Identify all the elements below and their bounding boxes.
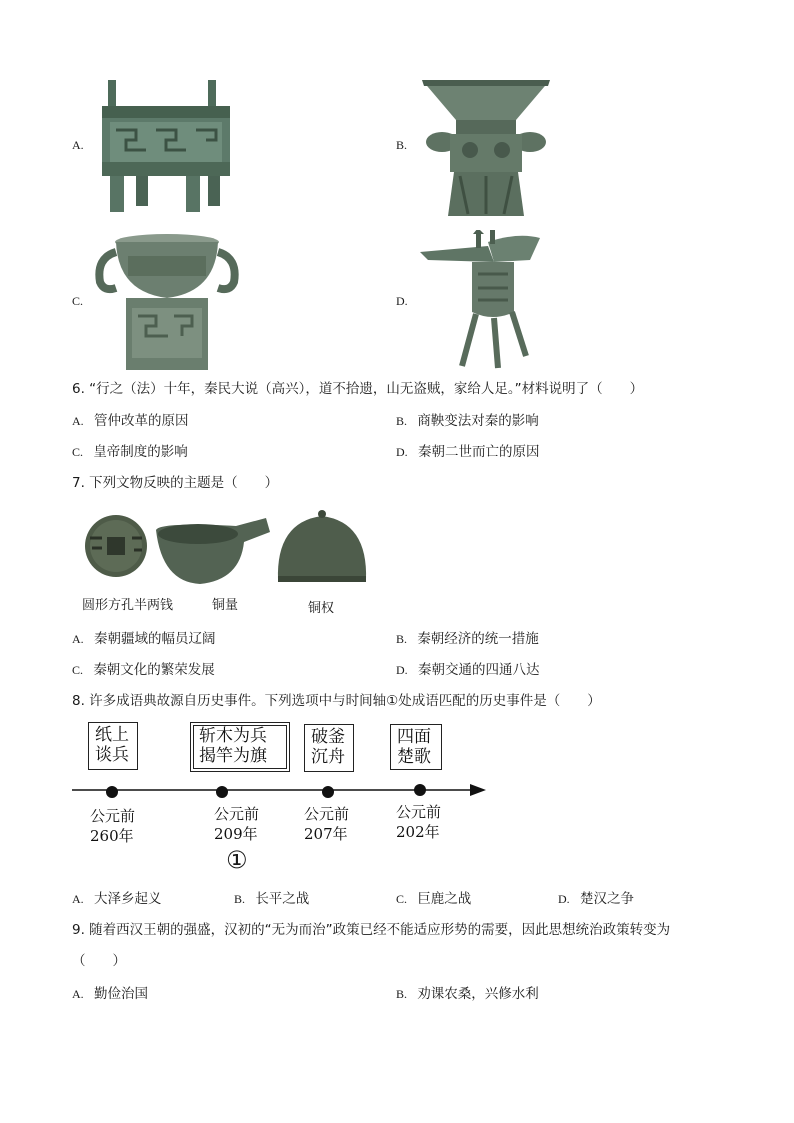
option-label: C. xyxy=(72,445,84,459)
q8-option-c[interactable] xyxy=(396,890,471,908)
timeline-idiom-box xyxy=(304,724,354,772)
option-text: 秦朝二世而亡的原因 xyxy=(417,444,540,460)
option-label: A. xyxy=(72,987,84,1001)
idiom-line-1: 四面 xyxy=(397,727,431,747)
q5-option-c-label: C. xyxy=(72,294,84,308)
option-text: 商鞅变法对秦的影响 xyxy=(417,413,539,429)
idiom-line-2: 谈兵 xyxy=(95,745,129,765)
q9-stem: 9. 随着西汉王朝的强盛，汉初的“无为而治”政策已经不能适应形势的需要，因此思想统治政策转变为 xyxy=(72,922,671,938)
q9-option-b[interactable] xyxy=(396,985,539,1003)
option-text: 勤俭治国 xyxy=(93,986,148,1002)
q7-option-a[interactable] xyxy=(72,630,215,648)
q7-option-d[interactable] xyxy=(396,661,539,679)
option-text: 大泽乡起义 xyxy=(93,891,162,907)
idiom-line-1: 纸上 xyxy=(95,725,129,745)
option-label: D. xyxy=(396,663,408,677)
option-label: C. xyxy=(72,663,84,677)
timeline-date xyxy=(396,802,441,842)
date-line-2: 260年 xyxy=(90,827,134,845)
q6-option-b[interactable] xyxy=(396,412,539,430)
date-line-1: 公元前 xyxy=(396,803,442,821)
q7-caption-coin: 圆形方孔半两钱 xyxy=(82,598,174,613)
timeline-date xyxy=(90,806,135,846)
idiom-line-2: 楚歌 xyxy=(397,747,431,767)
timeline-axis xyxy=(72,778,488,802)
q5-option-b-image xyxy=(420,76,552,218)
option-text: 皇帝制度的影响 xyxy=(93,444,188,460)
date-line-1: 公元前 xyxy=(304,805,350,823)
option-label: B. xyxy=(396,987,408,1001)
timeline-idiom-box xyxy=(88,722,138,770)
q7-caption-measure: 铜量 xyxy=(212,598,239,613)
q9-option-a[interactable] xyxy=(72,985,148,1003)
idiom-line-1: 破釜 xyxy=(311,727,345,747)
q5-option-a-image xyxy=(96,76,236,216)
option-text: 秦朝交通的四通八达 xyxy=(417,662,540,678)
option-label: D. xyxy=(396,445,408,459)
date-line-1: 公元前 xyxy=(90,807,136,825)
option-label: B. xyxy=(234,892,246,906)
option-label: A. xyxy=(72,414,84,428)
date-line-2: 207年 xyxy=(304,825,348,843)
q7-caption-weight: 铜权 xyxy=(308,601,335,616)
q7-stem: 7. 下列文物反映的主题是（ ） xyxy=(72,475,279,491)
q9-stem-cont: （ ） xyxy=(72,953,126,969)
idiom-line-2: 揭竿为旗 xyxy=(199,746,267,766)
timeline-point xyxy=(322,786,334,798)
option-text: 秦朝疆域的幅员辽阔 xyxy=(93,631,216,647)
q8-option-b[interactable] xyxy=(234,890,309,908)
timeline-idiom-box xyxy=(190,722,290,772)
timeline-date xyxy=(304,804,349,844)
option-text: 巨鹿之战 xyxy=(417,891,472,907)
q5-option-a-label: A. xyxy=(72,138,84,152)
option-text: 劝课农桑，兴修水利 xyxy=(417,986,539,1002)
q5-option-d-label: D. xyxy=(396,294,408,308)
q6-option-c[interactable] xyxy=(72,443,188,461)
timeline-point xyxy=(216,786,228,798)
q6-option-a[interactable] xyxy=(72,412,188,430)
timeline-idiom-box xyxy=(390,724,442,770)
option-text: 管仲改革的原因 xyxy=(93,413,189,429)
q8-stem: 8. 许多成语典故源自历史事件。下列选项中与时间轴①处成语匹配的历史事件是（ ） xyxy=(72,693,601,709)
q7-option-c[interactable] xyxy=(72,661,215,679)
q8-option-a[interactable] xyxy=(72,890,161,908)
option-text: 秦朝文化的繁荣发展 xyxy=(93,662,215,678)
date-line-2: 202年 xyxy=(396,823,440,841)
timeline-date xyxy=(214,804,259,844)
q8-option-d[interactable] xyxy=(558,890,634,908)
option-label: A. xyxy=(72,892,84,906)
option-text: 秦朝经济的统一措施 xyxy=(417,631,539,647)
timeline-point xyxy=(106,786,118,798)
option-label: A. xyxy=(72,632,84,646)
timeline-marker-1: ① xyxy=(226,846,248,874)
q6-option-d[interactable] xyxy=(396,443,539,461)
date-line-2: 209年 xyxy=(214,825,258,843)
q5-option-c-image xyxy=(94,232,240,370)
q7-option-b[interactable] xyxy=(396,630,539,648)
option-label: C. xyxy=(396,892,408,906)
option-label: B. xyxy=(396,632,408,646)
option-text: 长平之战 xyxy=(255,891,310,907)
idiom-line-2: 沉舟 xyxy=(311,747,345,767)
idiom-line-1: 斩木为兵 xyxy=(199,726,267,746)
q5-option-d-image xyxy=(418,230,542,370)
option-text: 楚汉之争 xyxy=(579,891,634,907)
option-label: B. xyxy=(396,414,408,428)
q5-option-b-label: B. xyxy=(396,138,408,152)
timeline-point xyxy=(414,784,426,796)
q7-artifact-figure xyxy=(76,502,370,622)
date-line-1: 公元前 xyxy=(214,805,260,823)
q6-stem: 6. “行之（法）十年，秦民大说（高兴），道不拾遗，山无盗贼，家给人足。”材料说明了（ ） xyxy=(72,381,644,397)
q8-timeline xyxy=(72,716,488,880)
option-label: D. xyxy=(558,892,570,906)
